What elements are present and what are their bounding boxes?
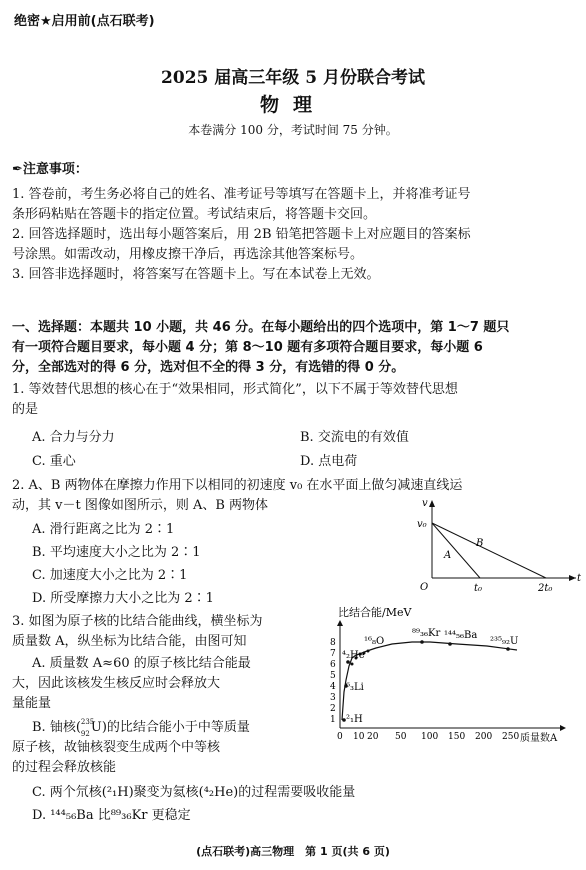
q1-option-a: A. 合力与分力 bbox=[32, 430, 115, 445]
x-tick: 50 bbox=[395, 732, 407, 742]
q3-stem: 质量数 A，纵坐标为比结合能，由图可知 bbox=[12, 634, 247, 649]
t-axis-arrow bbox=[569, 575, 576, 581]
data-points bbox=[342, 640, 510, 722]
q3-option-a bbox=[12, 654, 251, 714]
binding-energy-curve bbox=[342, 642, 517, 720]
u235-isotope: 235 92 U bbox=[80, 718, 102, 738]
v-axis-arrow bbox=[429, 500, 435, 507]
q3-b-text: B. 铀核( bbox=[32, 720, 81, 735]
t-label: t bbox=[577, 573, 582, 584]
y-tick: 1 bbox=[330, 715, 336, 725]
y-axis-arrow bbox=[337, 620, 343, 626]
2t0-label: 2t₀ bbox=[538, 583, 553, 594]
x-tick: 20 bbox=[367, 732, 379, 742]
a-label: A bbox=[444, 550, 452, 561]
t0-label: t₀ bbox=[474, 583, 483, 594]
section-instructions bbox=[12, 318, 509, 378]
label-li: ⁶₃Li bbox=[346, 682, 364, 693]
x-tick: 200 bbox=[475, 732, 493, 742]
question-1 bbox=[12, 380, 458, 420]
note-line: 号涂黑。如需改动，用橡皮擦干净后，再选涂其他答案标号。 bbox=[12, 247, 364, 262]
label-ba: ¹⁴⁴₅₆Ba bbox=[444, 630, 478, 641]
q3-b-line: 原子核，故铀核裂变生成两个中等核 bbox=[12, 740, 221, 755]
note-line: 条形码粘贴在答题卡的指定位置。考试结束后，将答题卡交回。 bbox=[12, 207, 377, 222]
q3-option-d: D. ¹⁴⁴₅₆Ba 比⁸⁹₃₆Kr 更稳定 bbox=[32, 808, 191, 823]
section-line: 有一项符合题目要求，每小题 4 分；第 8～10 题有多项符合题目要求，每小题 6 bbox=[12, 340, 483, 355]
x-tick: 10 bbox=[353, 732, 365, 742]
x-ticks bbox=[337, 732, 519, 742]
exam-meta: 本卷满分 100 分，考试时间 75 分钟。 bbox=[188, 123, 398, 137]
x-axis-label: 质量数A bbox=[520, 733, 558, 744]
label-u: ²³⁵₉₂U bbox=[490, 636, 519, 647]
line-a bbox=[432, 523, 480, 578]
section-line: 一、选择题：本题共 10 小题，共 46 分。在每小题给出的四个选项中，第 1～7 题只 bbox=[12, 320, 510, 335]
q3-b-text: )的比结合能小于中等质量 bbox=[101, 720, 250, 735]
question-3 bbox=[12, 612, 263, 652]
q2-option-a: A. 滑行距离之比为 2∶1 bbox=[32, 522, 175, 537]
q1-stem: 1. 等效替代思想的核心在于“效果相同，形式简化”，以下不属于等效替代思想 bbox=[12, 382, 458, 397]
q2-stem: 2. A、B 两物体在摩擦力作用下以相同的初速度 v₀ 在水平面上做匀减速直线运 bbox=[12, 478, 463, 493]
y-tick: 3 bbox=[330, 693, 336, 703]
q3-a-line: A. 质量数 A≈60 的原子核比结合能最 bbox=[32, 656, 251, 671]
page-footer: (点石联考)高三物理 第 1 页(共 6 页) bbox=[196, 845, 390, 858]
section-line: 分，全部选对的得 6 分，选对但不全的得 3 分，有选错的得 0 分。 bbox=[12, 360, 405, 375]
y-tick: 5 bbox=[330, 671, 336, 681]
q3-option-b bbox=[12, 718, 250, 778]
label-kr: ⁸⁹₃₆Kr bbox=[412, 628, 441, 639]
y-tick: 6 bbox=[330, 660, 336, 670]
origin-label: O bbox=[420, 582, 429, 593]
notes-heading bbox=[12, 158, 88, 177]
v-label: v bbox=[422, 498, 428, 509]
q1-option-c: C. 重心 bbox=[32, 454, 76, 469]
q3-a-line: 大，因此该核发生核反应时会释放大 bbox=[12, 676, 221, 691]
label-o: ¹⁶₈O bbox=[364, 636, 385, 647]
q2-stem: 动，其 v－t 图像如图所示，则 A、B 两物体 bbox=[12, 498, 269, 513]
q2-option-c: C. 加速度大小之比为 2∶1 bbox=[32, 568, 188, 583]
point-kr89 bbox=[420, 640, 424, 644]
x-tick: 250 bbox=[502, 732, 520, 742]
q3-stem: 3. 如图为原子核的比结合能曲线，横坐标为 bbox=[12, 614, 263, 629]
q3-a-line: 量能量 bbox=[12, 696, 52, 711]
q3-b-first-line bbox=[32, 718, 250, 738]
q2-option-d: D. 所受摩擦力大小之比为 2∶1 bbox=[32, 591, 214, 606]
q2-option-b: B. 平均速度大小之比为 2∶1 bbox=[32, 545, 201, 560]
q1-option-b: B. 交流电的有效值 bbox=[300, 430, 409, 445]
vt-graph bbox=[414, 496, 584, 596]
note-line: 1. 答卷前，考生务必将自己的姓名、准考证号等填写在答题卡上，并将准考证号 bbox=[12, 187, 471, 202]
y-axis-label: 比结合能/MeV bbox=[338, 606, 412, 619]
label-h: ²₁H bbox=[346, 714, 363, 725]
q1-stem: 的是 bbox=[12, 402, 39, 417]
question-2 bbox=[12, 476, 462, 516]
exam-title: 2025 届高三年级 5 月份联合考试 bbox=[161, 68, 425, 88]
subject-title: 物理 bbox=[259, 94, 326, 116]
binding-energy-chart bbox=[312, 600, 582, 750]
q3-option-c: C. 两个氘核(²₁H)聚变为氦核(⁴₂He)的过程需要吸收能量 bbox=[32, 785, 356, 800]
point bbox=[351, 663, 354, 666]
label-he: ⁴₂He bbox=[342, 650, 365, 661]
y-ticks bbox=[330, 638, 336, 725]
y-tick: 7 bbox=[330, 649, 336, 659]
notes-list bbox=[12, 185, 471, 285]
q1-option-d: D. 点电荷 bbox=[300, 454, 358, 469]
y-tick: 8 bbox=[330, 638, 336, 648]
point-ba144 bbox=[448, 642, 452, 646]
x-tick: 100 bbox=[421, 732, 439, 742]
b-label: B bbox=[476, 538, 484, 549]
point bbox=[367, 650, 370, 653]
pen-icon: ✒ bbox=[12, 162, 23, 177]
y-tick: 2 bbox=[330, 704, 336, 714]
x-tick: 150 bbox=[448, 732, 466, 742]
point-u235 bbox=[506, 647, 510, 651]
x-axis-arrow bbox=[560, 725, 566, 731]
q3-b-line: 的过程会释放核能 bbox=[12, 760, 117, 775]
notes-heading-text: 注意事项： bbox=[22, 162, 88, 177]
note-line: 3. 回答非选择题时，将答案写在答题卡上。写在本试卷上无效。 bbox=[12, 267, 380, 282]
y-tick: 4 bbox=[330, 682, 336, 692]
confidential-label: 绝密★启用前(点石联考) bbox=[14, 14, 155, 29]
x-tick: 0 bbox=[337, 732, 343, 742]
v0-label: v₀ bbox=[417, 519, 427, 530]
note-line: 2. 回答选择题时，选出每小题答案后，用 2B 铅笔把答题卡上对应题目的答案标 bbox=[12, 227, 471, 242]
